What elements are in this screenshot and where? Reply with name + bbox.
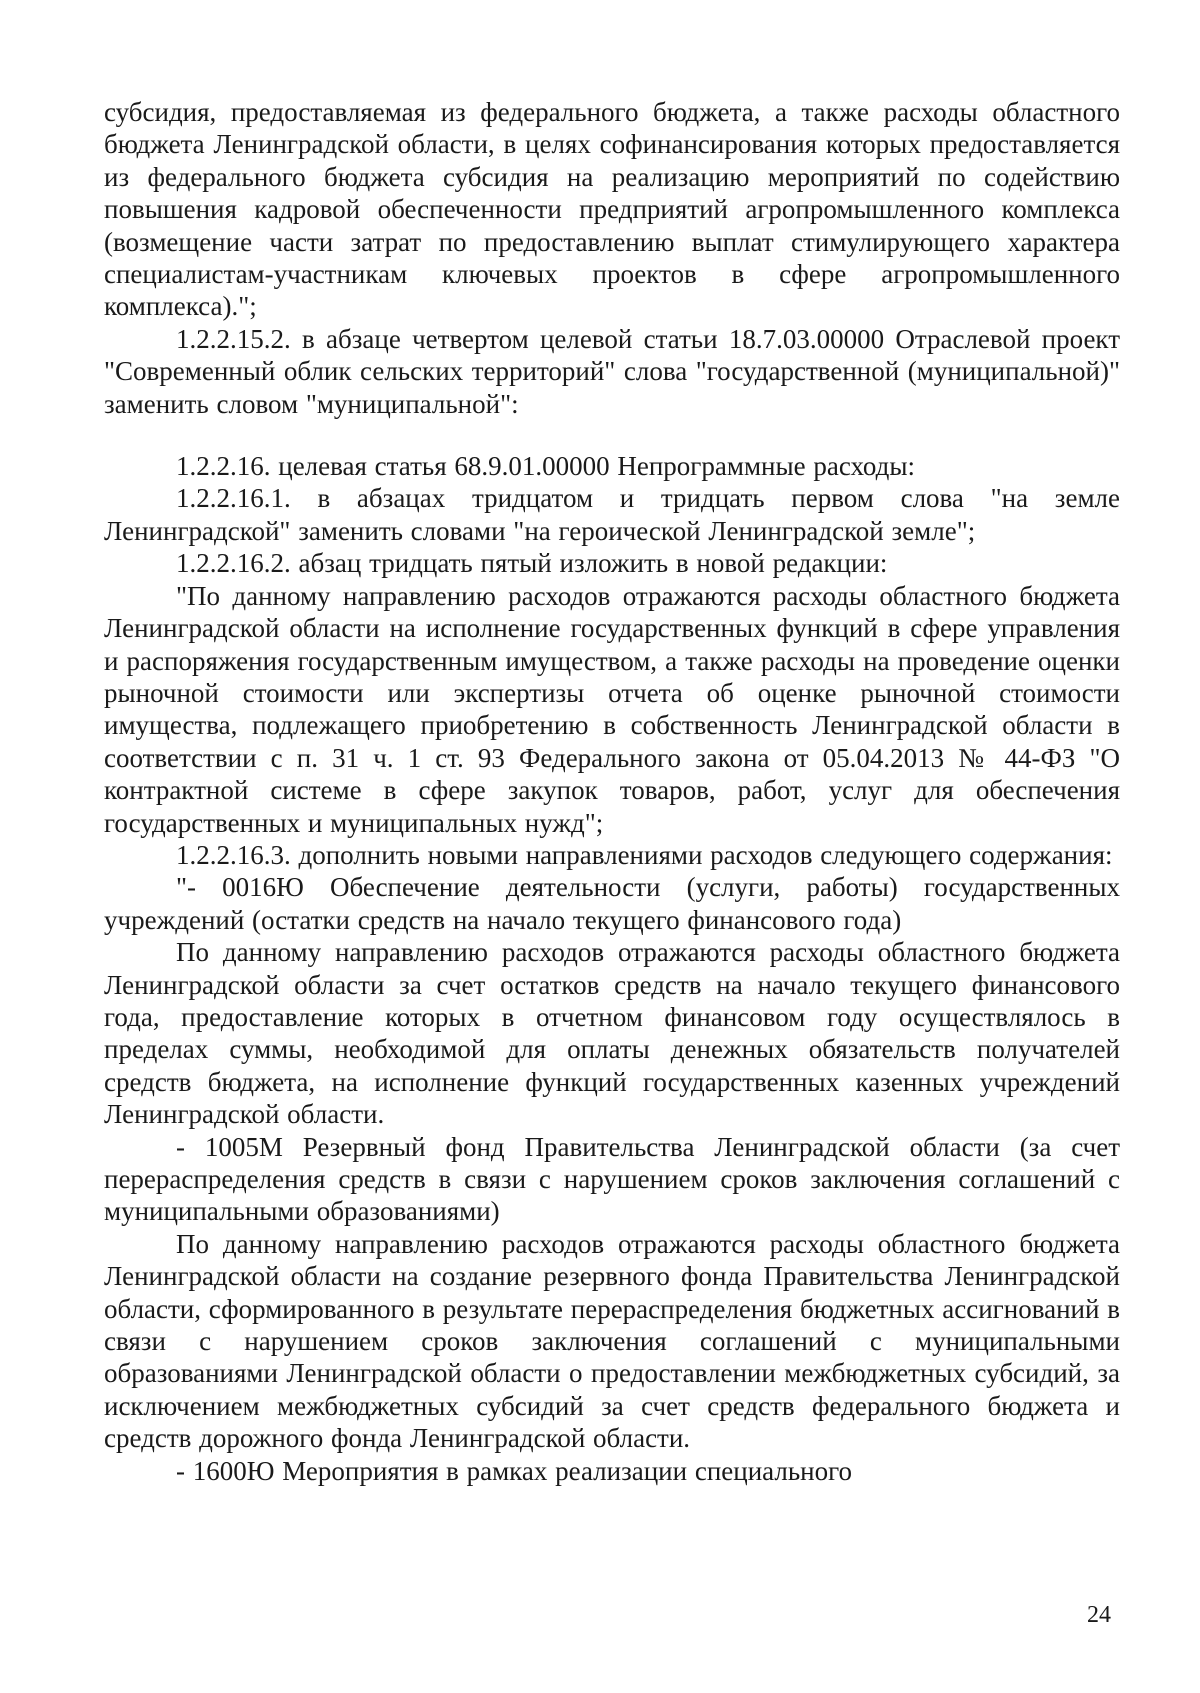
paragraph-1-2-2-16-1: 1.2.2.16.1. в абзацах тридцатом и тридцать первом слова "на земле Ленинградской" заменить словами "на героической Ленинградской земле";	[104, 483, 1120, 546]
page-number: 24	[1087, 1602, 1111, 1628]
paragraph-subsidy-continuation: субсидия, предоставляемая из федерального бюджета, а также расходы областного бюджета Ленинградской области, в целях софинансирования которых предоставляется из федерального бюджета субсидия на реализацию мероприятий по содействию повышения кадровой обеспеченности предприятий агропромышленного комплекса (возмещение части затрат по предоставлению выплат стимулирующего характера специалистам-участникам ключевых проектов в сфере агропромышленного комплекса).";	[104, 97, 1120, 322]
paragraph-direction-1600yu: - 1600Ю Мероприятия в рамках реализации специального	[176, 1455, 853, 1486]
paragraph-quoted-direction: "По данному направлению расходов отражаются расходы областного бюджета Ленинградской области на исполнение государственных функций в сфере управления и распоряжения государственным имуществом, а также расходы на проведение оценки рыночной стоимости или экспертизы отчета об оценке рыночной стоимости имущества, подлежащего приобретению в собственность Ленинградской области в соответствии с п. 31 ч. 1 ст. 93 Федерального закона от 05.04.2013 № 44-ФЗ "О контрактной системе в сфере закупок товаров, работ, услуг для обеспечения государственных и муниципальных нужд";	[104, 580, 1120, 838]
paragraph-1-2-2-15-2: 1.2.2.15.2. в абзаце четвертом целевой статьи 18.7.03.00000 Отраслевой проект "Современный облик сельских территорий" слова "государственной (муниципальной)" заменить словом "муниципальной":	[104, 323, 1120, 419]
document-body	[104, 96, 1120, 1487]
paragraph-1-2-2-16-2: 1.2.2.16.2. абзац тридцать пятый изложить в новой редакции:	[176, 548, 888, 579]
paragraph-direction-1005m-description: По данному направлению расходов отражаются расходы областного бюджета Ленинградской области на создание резервного фонда Правительства Ленинградской области, сформированного в результате перераспределения бюджетных ассигнований в связи с нарушением сроков заключения соглашений с муниципальными образованиями Ленинградской области о предоставлении межбюджетных субсидий, за исключением межбюджетных субсидий за счет средств федерального бюджета и средств дорожного фонда Ленинградской области.	[104, 1228, 1120, 1454]
paragraph-direction-0016yu: "- 0016Ю Обеспечение деятельности (услуги, работы) государственных учреждений (остатки средств на начало текущего финансового года)	[104, 872, 1120, 935]
paragraph-direction-1005m: - 1005М Резервный фонд Правительства Ленинградской области (за счет перераспределения средств в связи с нарушением сроков заключения соглашений с муниципальными образованиями)	[104, 1131, 1120, 1227]
paragraph-direction-0016yu-description: По данному направлению расходов отражаются расходы областного бюджета Ленинградской области за счет остатков средств на начало текущего финансового года, предоставление которых в отчетном финансовом году осуществлялось в пределах суммы, необходимой для оплаты денежных обязательств получателей средств бюджета, на исполнение функций государственных казенных учреждений Ленинградской области.	[104, 937, 1120, 1130]
paragraph-1-2-2-16-3: 1.2.2.16.3. дополнить новыми направлениями расходов следующего содержания:	[176, 839, 1113, 870]
paragraph-1-2-2-16: 1.2.2.16. целевая статья 68.9.01.00000 Непрограммные расходы:	[176, 451, 916, 482]
